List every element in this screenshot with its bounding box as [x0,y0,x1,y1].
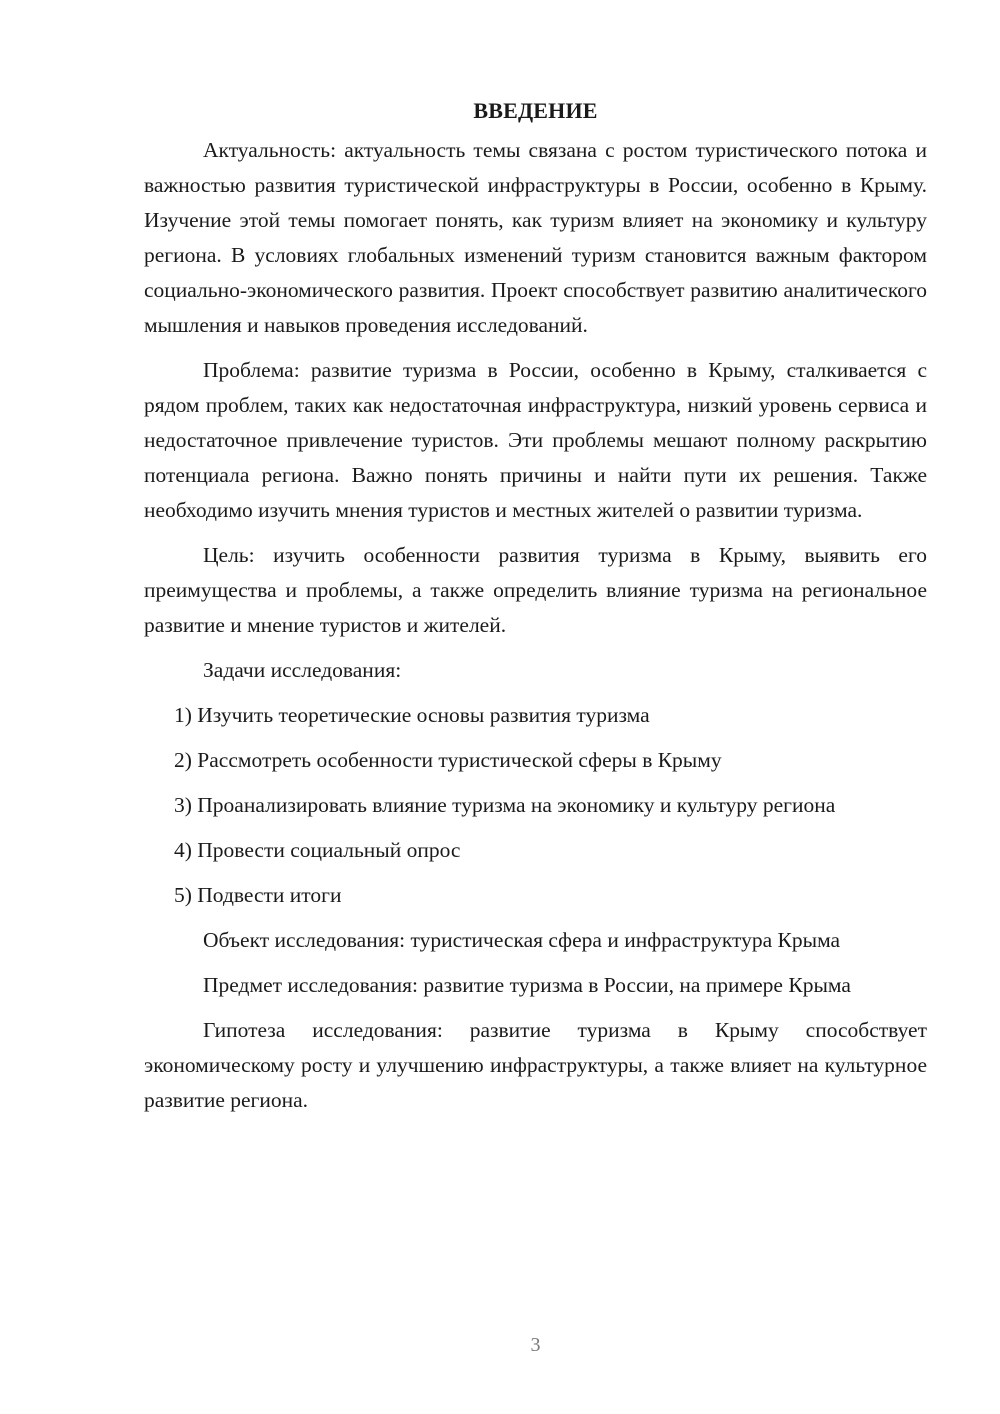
page-title: ВВЕДЕНИЕ [473,98,598,123]
tasks-list [144,698,927,913]
tasks-heading: Задачи исследования: [203,658,402,682]
task-item: 4) Провести социальный опрос [174,838,461,862]
problem-paragraph: Проблема: развитие туризма в России, особенно в Крыму, сталкивается с рядом проблем, таких как недостаточная инфраструктура, низкий уровень сервиса и недостаточное привлечение туристов. Эти проблемы мешают полному раскрытию потенциала региона. Важно понять причины и найти пути их решения. Также необходимо изучить мнения туристов и местных жителей о развитии туризма. [144,358,927,522]
goal-paragraph: Цель: изучить особенности развития туризма в Крыму, выявить его преимущества и проблемы, а также определить влияние туризма на региональное развитие и мнение туристов и жителей. [144,543,927,637]
page-number: 3 [530,1334,541,1356]
hypothesis-paragraph: Гипотеза исследования: развитие туризма в Крыму способствует экономическому росту и улучшению инфраструктуры, а также влияет на культурное развитие региона. [144,1018,927,1112]
document-page [144,93,927,1128]
task-item: 2) Рассмотреть особенности туристической сферы в Крыму [174,748,722,772]
task-item: 1) Изучить теоретические основы развития туризма [174,703,650,727]
task-item: 3) Проанализировать влияние туризма на экономику и культуру региона [174,793,836,817]
object-paragraph: Объект исследования: туристическая сфера и инфраструктура Крыма [203,928,841,952]
relevance-paragraph: Актуальность: актуальность темы связана с ростом туристического потока и важностью развития туристической инфраструктуры в России, особенно в Крыму. Изучение этой темы помогает понять, как туризм влияет на экономику и культуру региона. В условиях глобальных изменений туризм становится важным фактором социально-экономического развития. Проект способствует развитию аналитического мышления и навыков проведения исследований. [144,138,927,337]
subject-paragraph: Предмет исследования: развитие туризма в России, на примере Крыма [203,973,851,997]
task-item: 5) Подвести итоги [174,883,342,907]
